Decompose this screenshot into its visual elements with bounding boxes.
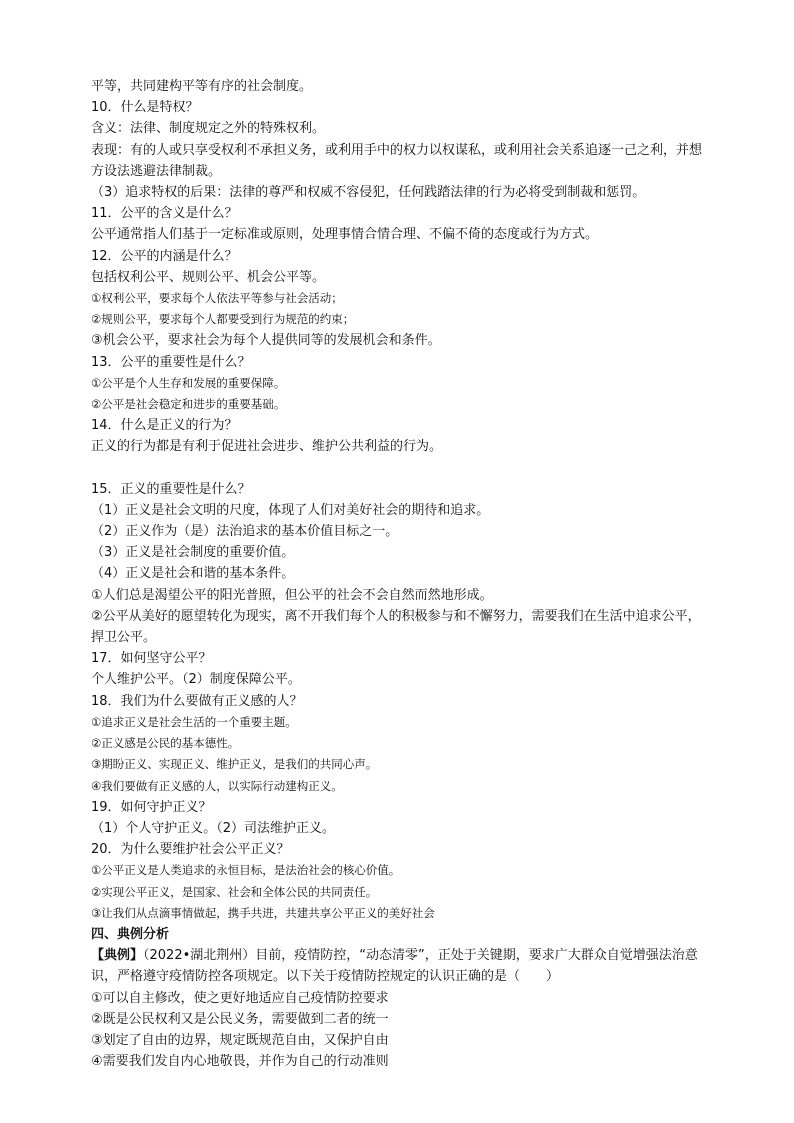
text-line: ②正义感是公民的基本德性。 xyxy=(91,736,240,751)
example-tag: 【典例】 xyxy=(91,948,144,964)
answer-option: ②既是公民权利又是公民义务，需要做到二者的统一 xyxy=(91,1011,389,1027)
example-body: （2022•湖北荆州）目前，疫情防控，“动态清零”，正处于关键期，要求广大群众自觉增强法治意识，严格遵守疫情防控各项规定。以下关于疫情防控规定的认识正确的是（ ） xyxy=(91,948,698,985)
text-line: ②公平从美好的愿望转化为现实，离不开我们每个人的积极参与和不懈努力，需要我们在生活中追求公平，捍卫公平。 xyxy=(91,608,701,646)
example-question xyxy=(91,945,711,987)
text-line: ③机会公平，要求社会为每个人提供同等的发展机会和条件。 xyxy=(91,333,441,349)
text-line: ④我们要做有正义感的人，以实际行动建构正义。 xyxy=(91,778,343,793)
blank-line xyxy=(91,458,711,479)
text-line: ③让我们从点滴事情做起，携手共进，共建共享公平正义的美好社会 xyxy=(91,905,435,920)
text-line: ①追求正义是社会生活的一个重要主题。 xyxy=(91,714,297,729)
text-line: 表现：有的人或只享受权利不承担义务，或利用手中的权力以权谋私，或利用社会关系追逐一己之利，并想方设法逃避法律制裁。 xyxy=(91,142,703,179)
options-list xyxy=(91,988,711,1073)
text-line: 20．为什么要维护社会公平正义？ xyxy=(91,842,290,858)
text-line: 15．正义的重要性是什么？ xyxy=(91,481,251,497)
text-line: 包括权利公平、规则公平、机会公平等。 xyxy=(91,269,326,285)
answer-option: ①可以自主修改，使之更好地适应自己疫情防控要求 xyxy=(91,990,389,1006)
text-line: 平等，共同建构平等有序的社会制度。 xyxy=(91,79,313,94)
text-line: ②规则公平，要求每个人都要受到行为规范的约束； xyxy=(91,312,355,327)
text-line: （2）正义作为（是）法治追求的基本价值目标之一。 xyxy=(91,524,399,540)
text-line: 19．如何守护正义？ xyxy=(91,799,212,815)
text-line: 10．什么是特权？ xyxy=(91,100,199,116)
text-line: （1）正义是社会文明的尺度，体现了人们对美好社会的期待和追求。 xyxy=(91,502,490,518)
text-line: 正义的行为都是有利于促进社会进步、维护公共利益的行为。 xyxy=(91,439,443,455)
text-block-a xyxy=(91,76,711,458)
text-line: 12．公平的内涵是什么？ xyxy=(91,248,238,264)
text-line: 含义：法律、制度规定之外的特殊权利。 xyxy=(91,121,326,137)
text-line: ①公平是个人生存和发展的重要保障。 xyxy=(91,375,286,390)
text-line: 17．如何坚守公平？ xyxy=(91,651,212,667)
document-page xyxy=(91,76,711,1072)
text-line: 14．什么是正义的行为？ xyxy=(91,418,238,434)
answer-option: ④需要我们发自内心地敬畏，并作为自己的行动准则 xyxy=(91,1054,389,1070)
text-line: （4）正义是社会和谐的基本条件。 xyxy=(91,566,295,582)
text-line: （3）正义是社会制度的重要价值。 xyxy=(91,545,295,561)
text-line: 个人维护公平。（2）制度保障公平。 xyxy=(91,672,301,688)
text-line: ②实现公平正义，是国家、社会和全体公民的共同责任。 xyxy=(91,884,378,899)
answer-option: ③划定了自由的边界，规定既规范自由，又保护自由 xyxy=(91,1032,389,1048)
text-line: ②公平是社会稳定和进步的重要基础。 xyxy=(91,397,286,412)
text-block-b xyxy=(91,479,711,924)
text-line: ①公平正义是人类追求的永恒目标，是法治社会的核心价值。 xyxy=(91,863,401,878)
text-line: （1）个人守护正义。（2）司法维护正义。 xyxy=(91,820,336,836)
text-line: ③期盼正义、实现正义、维护正义，是我们的共同心声。 xyxy=(91,757,378,772)
section-heading: 四、典例分析 xyxy=(91,926,170,942)
text-line: （3）追求特权的后果：法律的尊严和权威不容侵犯，任何践踏法律的行为必将受到制裁和惩罚。 xyxy=(91,185,646,201)
text-line: 公平通常指人们基于一定标准或原则，处理事情合情合理、不偏不倚的态度或行为方式。 xyxy=(91,227,599,243)
text-line: 13．公平的重要性是什么？ xyxy=(91,354,251,370)
text-line: 11．公平的含义是什么？ xyxy=(91,206,238,222)
text-line: 18．我们为什么要做有正义感的人？ xyxy=(91,693,303,709)
text-line: ①人们总是渴望公平的阳光普照，但公平的社会不会自然而然地形成。 xyxy=(91,587,493,603)
text-line: ①权利公平，要求每个人依法平等参与社会活动； xyxy=(91,291,343,306)
